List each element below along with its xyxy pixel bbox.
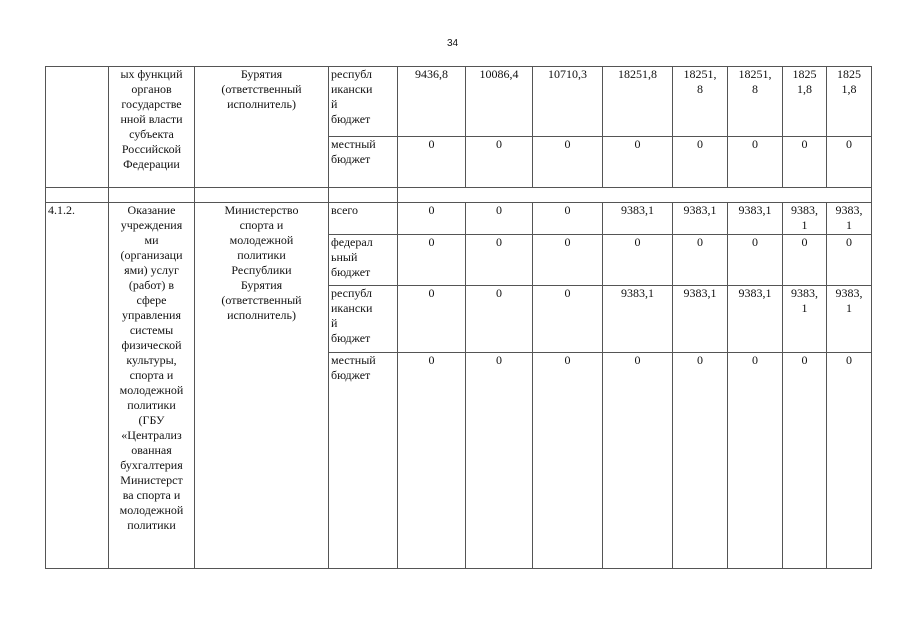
value-cell: 0 <box>603 137 673 188</box>
value-cell: 0 <box>466 203 533 235</box>
funding-source-cell: всего <box>329 203 398 235</box>
value-cell: 0 <box>398 353 466 569</box>
value-cell: 0 <box>603 235 673 286</box>
value-cell: 9383, 1 <box>783 286 827 353</box>
value-cell: 1825 1,8 <box>827 67 872 137</box>
value-cell: 0 <box>398 203 466 235</box>
funding-source-cell: федерал ьный бюджет <box>329 235 398 286</box>
value-cell: 0 <box>603 353 673 569</box>
value-cell: 10086,4 <box>466 67 533 137</box>
value-cell: 10710,3 <box>533 67 603 137</box>
measure-name-cell: Оказание учреждения ми (организаци ями) услуг (работ) в сфере управления системы физической культуры, спорта и молодежной политики (ГБУ «Централиз ованная бухгалтерия Министерст ва спорта и молодежной политики <box>109 203 195 569</box>
table-row <box>46 203 872 235</box>
value-cell: 0 <box>673 137 728 188</box>
value-cell: 9383,1 <box>673 286 728 353</box>
measure-name-cell: ых функций органов государстве нной власти субъекта Российской Федерации <box>109 67 195 188</box>
table-row-separator <box>46 188 872 203</box>
value-cell: 0 <box>466 286 533 353</box>
value-cell: 0 <box>728 235 783 286</box>
value-cell: 0 <box>533 353 603 569</box>
value-cell: 0 <box>673 235 728 286</box>
value-cell: 9383, 1 <box>827 203 872 235</box>
value-cell: 9383, 1 <box>783 203 827 235</box>
value-cell: 18251, 8 <box>673 67 728 137</box>
value-cell: 18251, 8 <box>728 67 783 137</box>
value-cell: 0 <box>783 353 827 569</box>
value-cell: 0 <box>398 286 466 353</box>
value-cell: 0 <box>533 286 603 353</box>
value-cell: 0 <box>398 235 466 286</box>
value-cell: 0 <box>533 235 603 286</box>
value-cell: 0 <box>398 137 466 188</box>
value-cell: 0 <box>466 353 533 569</box>
value-cell: 9383,1 <box>673 203 728 235</box>
value-cell: 9383,1 <box>603 203 673 235</box>
value-cell: 0 <box>827 137 872 188</box>
value-cell: 0 <box>783 235 827 286</box>
funding-source-cell: местный бюджет <box>329 353 398 569</box>
value-cell: 0 <box>827 235 872 286</box>
value-cell: 9383,1 <box>728 286 783 353</box>
value-cell: 0 <box>728 353 783 569</box>
value-cell: 0 <box>783 137 827 188</box>
value-cell: 0 <box>466 235 533 286</box>
row-number-cell: 4.1.2. <box>46 203 109 569</box>
budget-table <box>45 66 872 569</box>
value-cell: 9383,1 <box>603 286 673 353</box>
page-number: 34 <box>446 38 459 49</box>
row-number-cell <box>46 67 109 188</box>
funding-source-cell: республ икански й бюджет <box>329 286 398 353</box>
value-cell: 0 <box>827 353 872 569</box>
value-cell: 0 <box>533 203 603 235</box>
value-cell: 1825 1,8 <box>783 67 827 137</box>
value-cell: 9383,1 <box>728 203 783 235</box>
executor-cell: Министерство спорта и молодежной политики Республики Бурятия (ответственный исполнитель) <box>195 203 329 569</box>
value-cell: 18251,8 <box>603 67 673 137</box>
value-cell: 9383, 1 <box>827 286 872 353</box>
value-cell: 0 <box>728 137 783 188</box>
table-row <box>46 67 872 137</box>
value-cell: 0 <box>466 137 533 188</box>
funding-source-cell: местный бюджет <box>329 137 398 188</box>
value-cell: 0 <box>533 137 603 188</box>
executor-cell: Бурятия (ответственный исполнитель) <box>195 67 329 188</box>
value-cell: 9436,8 <box>398 67 466 137</box>
funding-source-cell: республ икански й бюджет <box>329 67 398 137</box>
value-cell: 0 <box>673 353 728 569</box>
